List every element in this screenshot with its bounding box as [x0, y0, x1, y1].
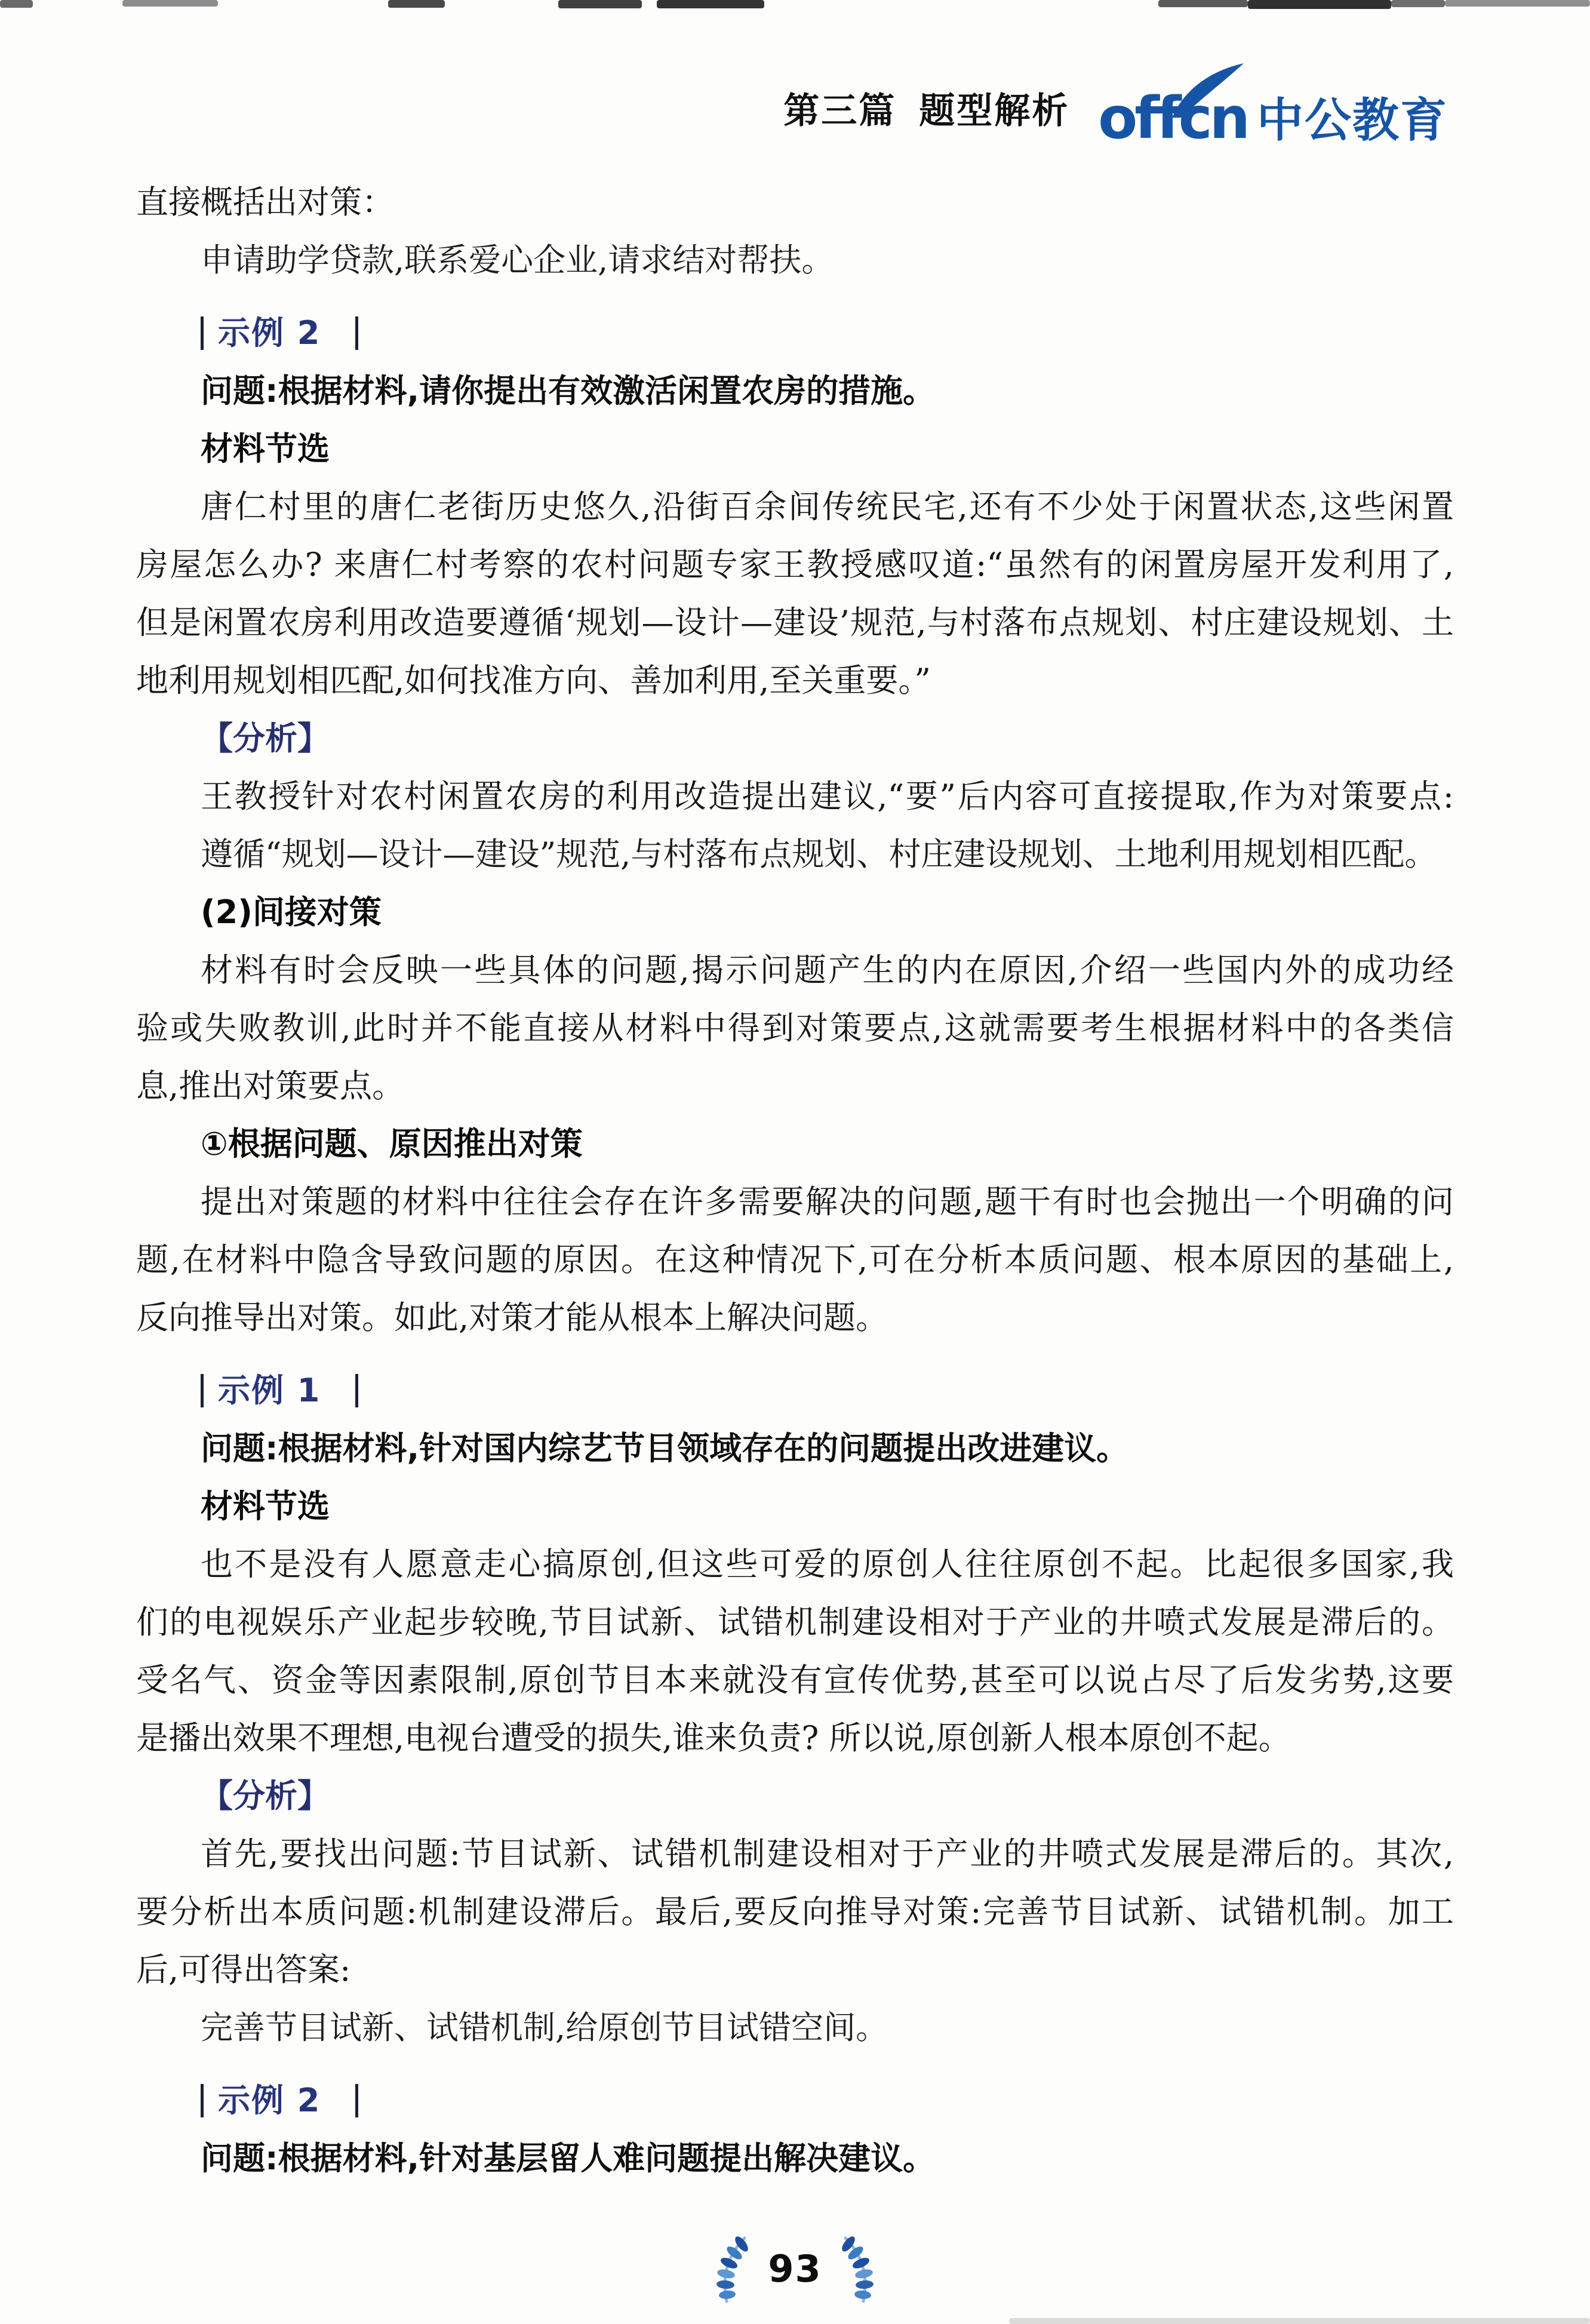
logo-chinese: 中公教育: [1256, 94, 1448, 148]
vertical-bar-icon: [355, 1374, 358, 1407]
paragraph: [136, 1535, 1454, 1767]
question-prefix: 问题:: [201, 2139, 278, 2177]
scan-artifact: [1445, 0, 1590, 7]
example-label-text: 示例 1: [218, 1372, 321, 1409]
laurel-left-icon: [711, 2234, 750, 2303]
question-text: 根据材料,针对基层留人难问题提出解决建议。: [278, 2139, 936, 2177]
page-footer: [0, 2234, 1590, 2303]
chapter-name: 题型解析: [919, 90, 1070, 132]
page-header: [783, 82, 1448, 152]
text-line: 们的电视娱乐产业起步较晚,节目试新、试错机制建设相对于产业的井喷式发展是滞后的。: [136, 1603, 1454, 1641]
paragraph: [136, 1825, 1454, 1999]
chapter-part: 第三篇: [783, 90, 897, 132]
text-line: 唐仁村里的唐仁老街历史悠久,沿街百余间传统民宅,还有不少处于闲置状态,这些闲置: [201, 488, 1454, 525]
scan-artifact: [1009, 2318, 1590, 2324]
question-line: [136, 2129, 1454, 2187]
text-line: 但是闲置农房利用改造要遵循‘规划—设计—建设’规范,与村落布点规划、村庄建设规划、土: [136, 604, 1454, 641]
paragraph: [136, 173, 1454, 231]
text-line: 是播出效果不理想,电视台遭受的损失,谁来负责? 所以说,原创新人根本原创不起。: [136, 1719, 1291, 1757]
section-heading: 材料节选: [201, 1487, 330, 1525]
question-line: [136, 362, 1454, 420]
question-prefix: 问题:: [201, 372, 278, 410]
section-heading: (2)间接对策: [201, 893, 382, 931]
scan-artifact: [388, 0, 445, 8]
example-label: [201, 2071, 1454, 2129]
section-heading: ①根据问题、原因推出对策: [201, 1125, 583, 1163]
scan-artifact: [1248, 0, 1391, 9]
paragraph: [136, 231, 1454, 289]
text-line: 房屋怎么办? 来唐仁村考察的农村问题专家王教授感叹道:“虽然有的闲置房屋开发利用了,: [136, 546, 1454, 583]
text-line: 遵循“规划—设计—建设”规范,与村落布点规划、村庄建设规划、土地利用规划相匹配。: [201, 835, 1437, 873]
laurel-right-icon: [840, 2234, 879, 2303]
example-label: [201, 304, 1454, 362]
paragraph: [136, 825, 1454, 883]
paragraph: [136, 478, 1454, 709]
vertical-bar-icon: [355, 2084, 358, 2117]
example-label-text: 示例 2: [218, 2082, 321, 2119]
text-line: 息,推出对策要点。: [136, 1067, 405, 1105]
scan-artifact: [558, 0, 642, 8]
text-line: 受名气、资金等因素限制,原创节目本来就没有宣传优势,甚至可以说占尽了后发劣势,这要: [136, 1661, 1454, 1699]
paragraph: [136, 767, 1454, 825]
text-line: 提出对策题的材料中往往会存在许多需要解决的问题,题干有时也会抛出一个明确的问: [201, 1183, 1454, 1221]
text-line: 申请助学贷款,联系爱心企业,请求结对帮扶。: [201, 241, 834, 279]
example-label-text: 示例 2: [218, 314, 321, 352]
analysis-label: 【分析】: [201, 720, 330, 757]
scan-artifact: [0, 0, 33, 8]
page-number: 93: [768, 2247, 822, 2291]
paragraph: [136, 941, 1454, 1115]
text-line: 也不是没有人愿意走心搞原创,但这些可爱的原创人往往原创不起。比起很多国家,我: [201, 1545, 1454, 1583]
chapter-title: [783, 82, 1069, 146]
vertical-bar-icon: [355, 316, 358, 350]
analysis-label: 【分析】: [201, 1777, 330, 1815]
text-line: 完善节目试新、试错机制,给原创节目试错空间。: [201, 2009, 888, 2046]
text-line: 要分析出本质问题:机制建设滞后。最后,要反向推导对策:完善节目试新、试错机制。加工: [136, 1893, 1454, 1930]
text-line: 后,可得出答案:: [136, 1951, 351, 1988]
question-text: 根据材料,请你提出有效激活闲置农房的措施。: [278, 372, 936, 410]
text-line: 地利用规划相匹配,如何找准方向、善加利用,至关重要。”: [136, 662, 931, 699]
question-prefix: 问题:: [201, 1430, 278, 1467]
vertical-bar-icon: [201, 316, 204, 350]
text-line: 首先,要找出问题:节目试新、试错机制建设相对于产业的井喷式发展是滞后的。其次,: [201, 1835, 1454, 1873]
question-text: 根据材料,针对国内综艺节目领域存在的问题提出改进建议。: [278, 1430, 1129, 1467]
logo-swoosh-icon: [1168, 62, 1247, 120]
vertical-bar-icon: [201, 1374, 204, 1407]
paragraph: [136, 1173, 1454, 1347]
example-label: [201, 1361, 1454, 1419]
text-line: 材料有时会反映一些具体的问题,揭示问题产生的内在原因,介绍一些国内外的成功经: [201, 951, 1454, 989]
section-heading: 材料节选: [201, 430, 330, 468]
offcn-logo: [1098, 84, 1448, 152]
text-line: 直接概括出对策：: [136, 183, 394, 221]
question-line: [136, 1419, 1454, 1477]
scan-artifact: [657, 0, 764, 8]
text-line: 验或失败教训,此时并不能直接从材料中得到对策要点,这就需要考生根据材料中的各类信: [136, 1009, 1454, 1047]
content-column: [136, 173, 1454, 2187]
logo-latin: offcn: [1098, 84, 1247, 152]
text-line: 王教授针对农村闲置农房的利用改造提出建议,“要”后内容可直接提取,作为对策要点:: [201, 777, 1454, 815]
paragraph: [136, 1999, 1454, 2056]
scan-artifact: [122, 0, 218, 7]
scan-artifact: [1158, 0, 1248, 7]
text-line: 题,在材料中隐含导致问题的原因。在这种情况下,可在分析本质问题、根本原因的基础上,: [136, 1241, 1454, 1278]
scan-artifact: [1391, 0, 1445, 7]
text-line: 反向推导出对策。如此,对策才能从根本上解决问题。: [136, 1299, 888, 1336]
vertical-bar-icon: [201, 2084, 204, 2117]
